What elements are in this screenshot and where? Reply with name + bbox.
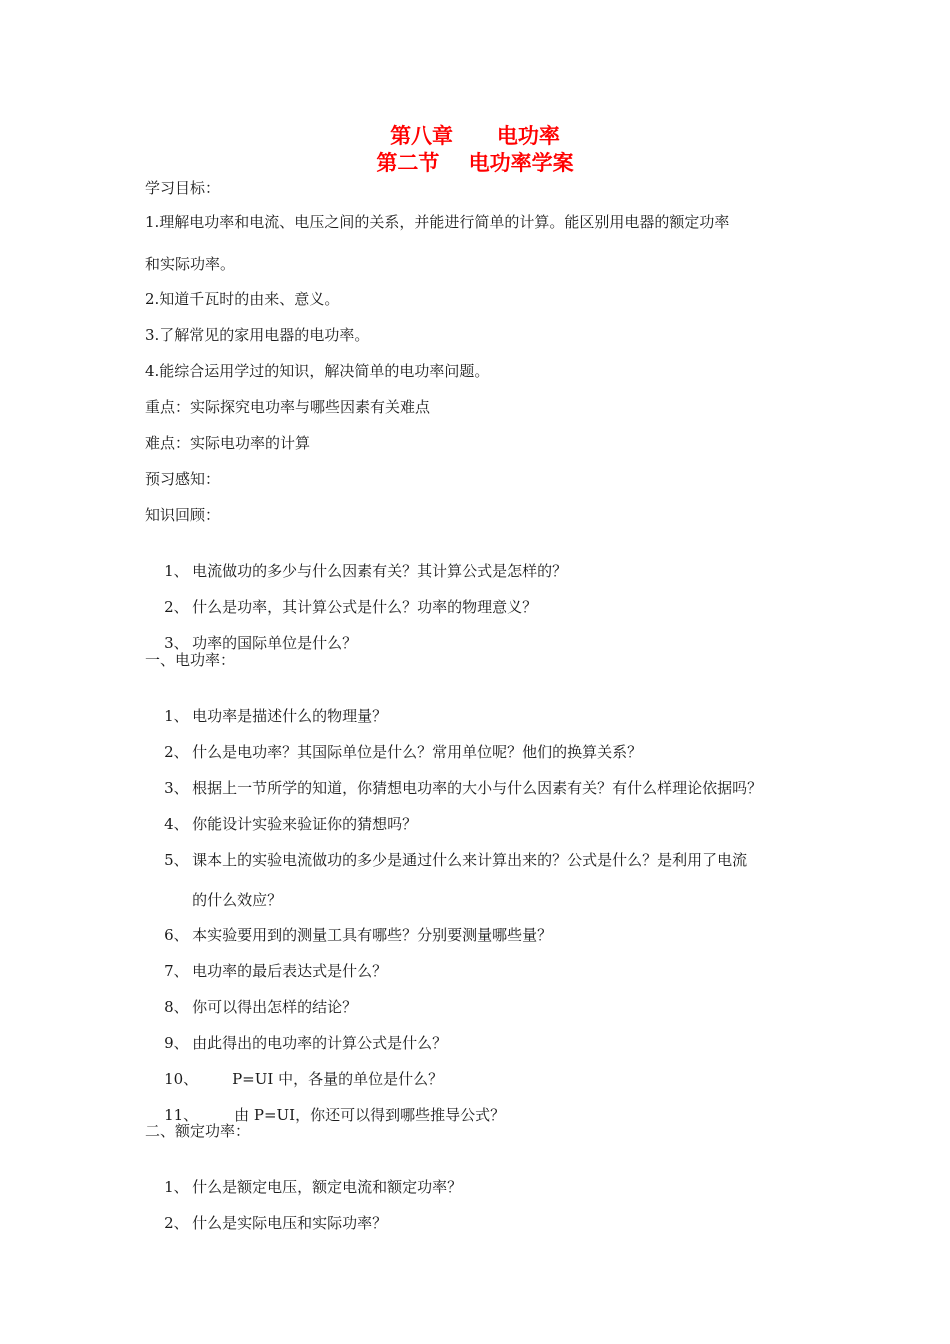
item-text: 电功率是描述什么的物理量？ (192, 707, 388, 725)
item-number: 2、 (164, 743, 189, 761)
item-number: 2、 (164, 1214, 189, 1232)
difficulty: 难点：实际电功率的计算 (145, 434, 311, 452)
item-number: 1、 (164, 562, 189, 580)
item-text: 你可以得出怎样的结论？ (192, 998, 358, 1016)
item-text: 什么是实际电压和实际功率？ (192, 1214, 388, 1232)
item-number: 3、 (164, 779, 189, 797)
item-text: 电功率的最后表达式是什么？ (192, 962, 388, 980)
item-number: 1、 (164, 1178, 189, 1196)
section-title: 第二节 电功率学案 (376, 151, 574, 175)
list-item (145, 1193, 387, 1253)
chapter-title: 第八章 电功率 (390, 124, 560, 148)
goals-heading: 学习目标： (145, 179, 221, 197)
item-number: 1、 (164, 707, 189, 725)
preview-heading: 预习感知： (145, 470, 221, 488)
item-text: 由 P=UI，你还可以得到哪些推导公式？ (234, 1106, 506, 1124)
item-number: 8、 (164, 998, 189, 1016)
item-number: 9、 (164, 1034, 189, 1052)
item-text: 本实验要用到的测量工具有哪些？分别要测量哪些量？ (192, 926, 553, 944)
goal-item-1-cont: 和实际功率。 (145, 255, 236, 273)
item-text: P=UI 中，各量的单位是什么？ (232, 1070, 444, 1088)
key-point: 重点：实际探究电功率与哪些因素有关难点 (145, 398, 431, 416)
item-text: 功率的国际单位是什么？ (192, 634, 358, 652)
goal-item-4: 4.能综合运用学过的知识，解决简单的电功率问题。 (145, 362, 490, 380)
item-text: 电流做功的多少与什么因素有关？其计算公式是怎样的？ (192, 562, 568, 580)
item-number: 5、 (164, 851, 189, 869)
part2-heading: 二、额定功率： (145, 1122, 251, 1140)
item-number: 6、 (164, 926, 189, 944)
goal-item-2: 2.知道千瓦时的由来、意义。 (145, 290, 340, 308)
item-number: 10、 (164, 1070, 199, 1088)
item-number: 2、 (164, 598, 189, 616)
item-text: 你能设计实验来验证你的猜想吗？ (192, 815, 418, 833)
item-text: 的什么效应？ (192, 891, 283, 909)
goal-item-1: 1.理解电功率和电流、电压之间的关系，并能进行简单的计算。能区别用电器的额定功率 (145, 213, 730, 231)
item-number: 3、 (164, 634, 189, 652)
item-text: 由此得出的电功率的计算公式是什么？ (192, 1034, 448, 1052)
goal-item-3: 3.了解常见的家用电器的电功率。 (145, 326, 370, 344)
part1-heading: 一、电功率： (145, 651, 236, 669)
item-text: 什么是额定电压，额定电流和额定功率？ (192, 1178, 463, 1196)
item-text: 什么是功率，其计算公式是什么？功率的物理意义？ (192, 598, 538, 616)
item-text: 根据上一节所学的知道，你猜想电功率的大小与什么因素有关？有什么样理论依据吗？ (192, 779, 763, 797)
review-heading: 知识回顾： (145, 506, 221, 524)
item-number: 4、 (164, 815, 189, 833)
item-text: 什么是电功率？其国际单位是什么？常用单位呢？他们的换算关系？ (192, 743, 643, 761)
item-text: 课本上的实验电流做功的多少是通过什么来计算出来的？公式是什么？是利用了电流 (192, 851, 748, 869)
item-number: 7、 (164, 962, 189, 980)
item-number: 11、 (164, 1106, 199, 1124)
